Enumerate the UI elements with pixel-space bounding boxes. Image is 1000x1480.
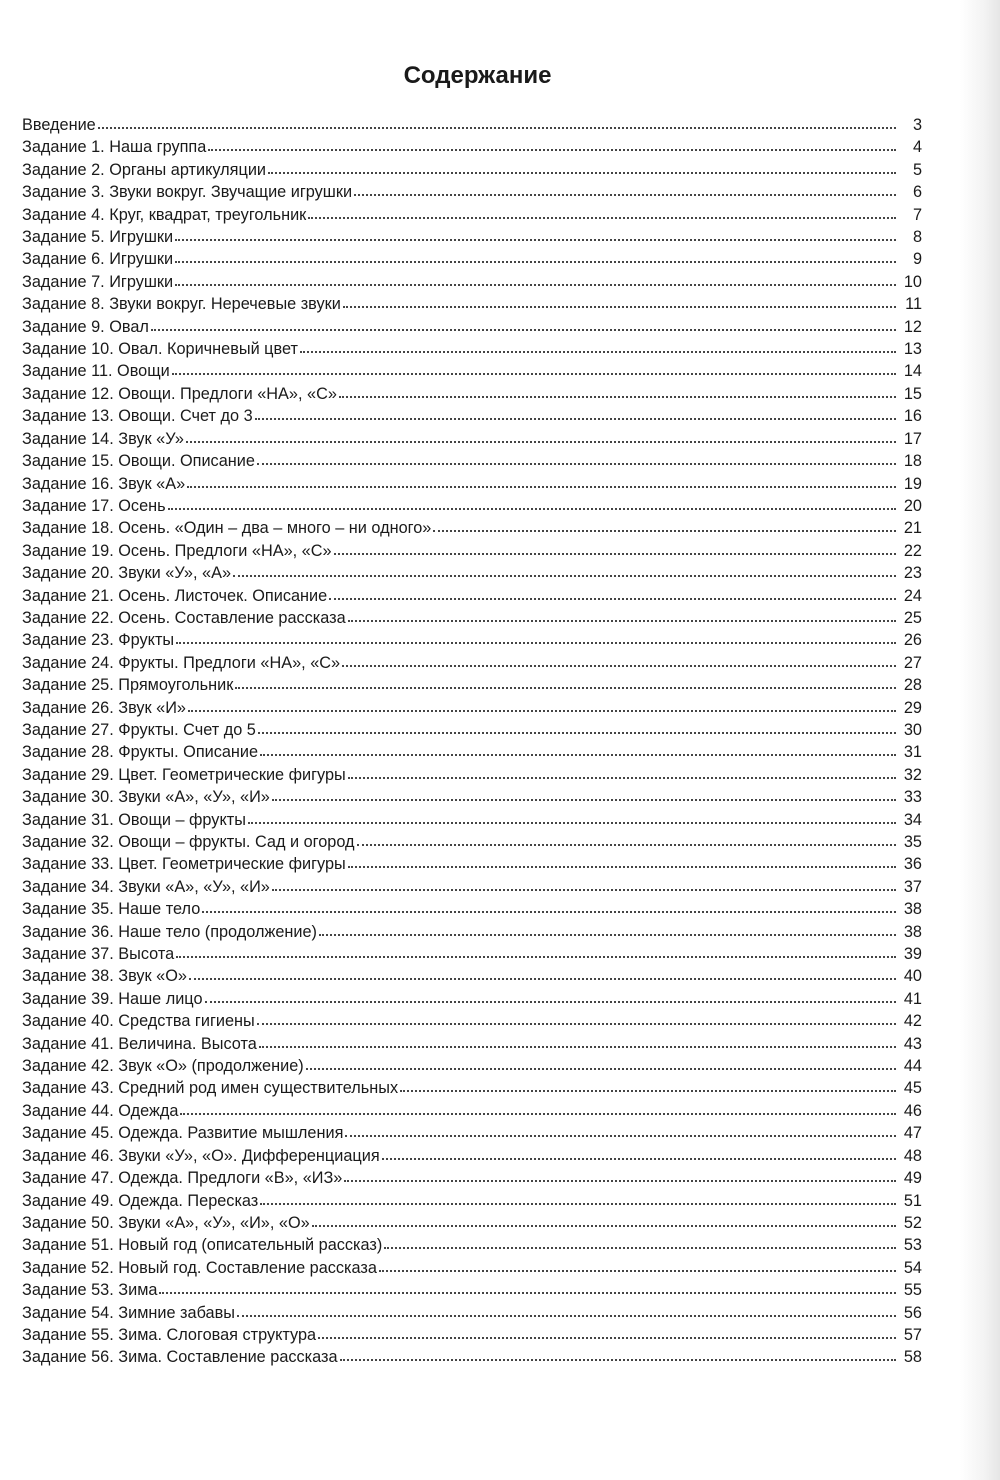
- toc-entry-page: 54: [903, 1258, 922, 1277]
- toc-entry: [22, 898, 922, 920]
- toc-entry-page: 43: [903, 1034, 922, 1053]
- dot-leader: [357, 840, 896, 846]
- toc-entry-title: Задание 29. Цвет. Геометрические фигуры: [22, 765, 346, 784]
- dot-leader: [187, 482, 896, 488]
- toc-entry-title: Задание 36. Наше тело (продолжение): [22, 922, 317, 941]
- toc-entry: [22, 1167, 922, 1189]
- toc-entry-title: Задание 55. Зима. Слоговая структура: [22, 1325, 317, 1344]
- toc-entry-page: 11: [905, 295, 922, 314]
- toc-entry-title: Задание 42. Звук «О» (продолжение): [22, 1057, 304, 1076]
- toc-entry-page: 21: [903, 519, 922, 538]
- dot-leader: [400, 1086, 896, 1092]
- dot-leader: [257, 459, 896, 465]
- toc-entry: [22, 114, 922, 136]
- toc-entry-page: 56: [903, 1303, 922, 1322]
- toc-entry-title: Задание 45. Одежда. Развитие мышления: [22, 1124, 344, 1143]
- dot-leader: [172, 369, 896, 375]
- toc-entry: [22, 988, 922, 1010]
- toc-entry-page: 46: [903, 1101, 922, 1120]
- toc-entry: [22, 786, 922, 808]
- dot-leader: [348, 616, 896, 622]
- toc-entry-title: Задание 30. Звуки «А», «У», «И»: [22, 788, 270, 807]
- dot-leader: [189, 974, 896, 980]
- toc-entry-title: Введение: [22, 116, 96, 134]
- toc-entry: [22, 831, 922, 853]
- dot-leader: [340, 1355, 896, 1361]
- toc-entry: [22, 495, 922, 517]
- toc-entry-page: 37: [903, 877, 922, 896]
- toc-entry: [22, 360, 922, 382]
- toc-entry-page: 18: [903, 452, 922, 471]
- toc-entry-page: 32: [903, 765, 922, 784]
- toc-entry-title: Задание 32. Овощи – фрукты. Сад и огород: [22, 833, 355, 851]
- toc-entry-page: 35: [903, 833, 922, 851]
- toc-entry-page: 49: [903, 1169, 922, 1188]
- toc-entry-page: 16: [903, 407, 922, 426]
- toc-entry-page: 19: [903, 474, 922, 493]
- toc-entry: [22, 1100, 922, 1122]
- dot-leader: [345, 1131, 896, 1137]
- page-edge-shadow: [960, 0, 1000, 1480]
- dot-leader: [208, 145, 896, 151]
- toc-entry: [22, 943, 922, 965]
- toc-entry: [22, 921, 922, 943]
- toc-entry: [22, 652, 922, 674]
- toc-entry-page: 38: [903, 922, 922, 941]
- toc-entry-title: Задание 35. Наше тело: [22, 900, 201, 919]
- toc-entry-page: 39: [903, 945, 922, 964]
- toc-entry: [22, 764, 922, 786]
- toc-entry-page: 12: [903, 317, 922, 336]
- toc-entry: [22, 1077, 922, 1099]
- toc-entry-title: Задание 34. Звуки «А», «У», «И»: [22, 877, 270, 896]
- toc-entry-page: 7: [912, 205, 922, 224]
- toc-entry-title: Задание 11. Овощи: [22, 362, 170, 381]
- toc-entry-page: 52: [903, 1213, 922, 1232]
- dot-leader: [268, 168, 896, 174]
- toc-entry-title: Задание 24. Фрукты. Предлоги «НА», «С»: [22, 653, 341, 672]
- toc-entry-page: 9: [912, 250, 922, 269]
- dot-leader: [255, 414, 896, 420]
- toc-entry: [22, 1010, 922, 1032]
- dot-leader: [205, 997, 896, 1003]
- toc-entry-title: Задание 31. Овощи – фрукты: [22, 810, 246, 829]
- toc-entry-title: Задание 22. Осень. Составление рассказа: [22, 608, 346, 627]
- dot-leader: [348, 773, 896, 779]
- toc-entry-page: 47: [903, 1124, 922, 1143]
- toc-entry: [22, 853, 922, 875]
- toc-entry-page: 5: [912, 160, 922, 179]
- toc-entry-title: Задание 56. Зима. Составление рассказа: [22, 1348, 338, 1367]
- toc-entry-page: 57: [903, 1325, 922, 1344]
- toc-entry-title: Задание 43. Средний род имен существительных: [22, 1079, 399, 1098]
- toc-entry: [22, 248, 922, 270]
- toc-entry-page: 27: [903, 653, 922, 672]
- toc-entry-title: Задание 39. Наше лицо: [22, 989, 203, 1008]
- toc-entry-page: 15: [903, 384, 922, 403]
- toc-entry-page: 55: [903, 1281, 922, 1300]
- toc-entry: [22, 1055, 922, 1077]
- toc-entry-title: Задание 19. Осень. Предлоги «НА», «С»: [22, 541, 332, 560]
- table-of-contents: [22, 114, 922, 1369]
- dot-leader: [186, 437, 896, 443]
- toc-entry-title: Задание 10. Овал. Коричневый цвет: [22, 340, 298, 359]
- dot-leader: [344, 1176, 896, 1182]
- toc-entry-title: Задание 23. Фрукты: [22, 631, 175, 650]
- toc-entry: [22, 562, 922, 584]
- toc-entry-page: 22: [903, 541, 922, 560]
- toc-entry: [22, 293, 922, 315]
- dot-leader: [260, 1199, 896, 1205]
- dot-leader: [342, 661, 896, 667]
- toc-entry: [22, 697, 922, 719]
- toc-entry: [22, 159, 922, 181]
- toc-entry-page: 8: [912, 228, 922, 247]
- dot-leader: [175, 235, 896, 241]
- toc-entry-page: 26: [903, 631, 922, 650]
- toc-entry-page: 6: [912, 183, 922, 202]
- toc-entry: [22, 1234, 922, 1256]
- dot-leader: [159, 1288, 896, 1294]
- toc-entry-title: Задание 7. Игрушки: [22, 272, 174, 291]
- dot-leader: [176, 952, 896, 958]
- toc-entry-page: 41: [903, 989, 922, 1008]
- dot-leader: [98, 123, 896, 129]
- toc-entry-page: 4: [912, 138, 922, 157]
- dot-leader: [308, 213, 896, 219]
- toc-entry-title: Задание 27. Фрукты. Счет до 5: [22, 720, 256, 739]
- toc-entry-title: Задание 8. Звуки вокруг. Неречевые звуки: [22, 295, 341, 314]
- dot-leader: [382, 1154, 896, 1160]
- toc-entry-page: 10: [903, 272, 922, 291]
- dot-leader: [248, 818, 896, 824]
- toc-entry-title: Задание 3. Звуки вокруг. Звучащие игрушки: [22, 183, 353, 202]
- toc-entry-title: Задание 47. Одежда. Предлоги «В», «ИЗ»: [22, 1169, 343, 1188]
- dot-leader: [176, 638, 896, 644]
- toc-entry-page: 20: [903, 496, 922, 515]
- dot-leader: [202, 907, 896, 913]
- toc-entry: [22, 1346, 922, 1368]
- toc-entry: [22, 540, 922, 562]
- dot-leader: [379, 1266, 896, 1272]
- toc-entry-page: 31: [903, 743, 922, 762]
- toc-entry-title: Задание 18. Осень. «Один – два – много – ни одного»: [22, 519, 432, 538]
- toc-entry-page: 40: [903, 967, 922, 986]
- toc-entry-page: 38: [903, 900, 922, 919]
- toc-entry-title: Задание 9. Овал: [22, 317, 149, 336]
- dot-leader: [233, 571, 896, 577]
- toc-entry-page: 36: [903, 855, 922, 874]
- dot-leader: [384, 1243, 896, 1249]
- dot-leader: [175, 280, 896, 286]
- toc-entry-page: 58: [903, 1348, 922, 1367]
- toc-entry-title: Задание 50. Звуки «А», «У», «И», «О»: [22, 1213, 310, 1232]
- toc-entry-page: 29: [903, 698, 922, 717]
- dot-leader: [343, 302, 896, 308]
- toc-entry-title: Задание 20. Звуки «У», «А»: [22, 564, 232, 583]
- toc-entry: [22, 809, 922, 831]
- dot-leader: [354, 190, 896, 196]
- toc-entry: [22, 226, 922, 248]
- dot-leader: [259, 1042, 896, 1048]
- toc-entry-page: 33: [903, 788, 922, 807]
- toc-entry-page: 17: [903, 429, 922, 448]
- dot-leader: [188, 706, 896, 712]
- dot-leader: [257, 1019, 896, 1025]
- toc-entry-page: 34: [903, 810, 922, 829]
- toc-entry: [22, 428, 922, 450]
- toc-entry-title: Задание 1. Наша группа: [22, 138, 207, 157]
- dot-leader: [168, 504, 896, 510]
- toc-entry-title: Задание 13. Овощи. Счет до 3: [22, 407, 253, 426]
- toc-entry: [22, 1302, 922, 1324]
- toc-entry-title: Задание 28. Фрукты. Описание: [22, 743, 259, 762]
- dot-leader: [180, 1109, 896, 1115]
- dot-leader: [306, 1064, 896, 1070]
- dot-leader: [318, 1333, 896, 1339]
- dot-leader: [175, 257, 896, 263]
- toc-entry-title: Задание 38. Звук «О»: [22, 967, 187, 986]
- toc-entry-title: Задание 4. Круг, квадрат, треугольник: [22, 205, 307, 224]
- toc-entry: [22, 1033, 922, 1055]
- toc-entry: [22, 181, 922, 203]
- toc-entry: [22, 876, 922, 898]
- toc-entry-title: Задание 52. Новый год. Составление рассказа: [22, 1258, 377, 1277]
- dot-leader: [272, 795, 896, 801]
- toc-entry: [22, 1145, 922, 1167]
- toc-entry-page: 45: [903, 1079, 922, 1098]
- toc-entry-page: 14: [903, 362, 922, 381]
- toc-entry-page: 3: [912, 116, 922, 134]
- dot-leader: [235, 683, 896, 689]
- toc-entry: [22, 316, 922, 338]
- toc-entry-page: 25: [903, 608, 922, 627]
- toc-entry: [22, 136, 922, 158]
- toc-entry-title: Задание 33. Цвет. Геометрические фигуры: [22, 855, 346, 874]
- toc-entry: [22, 450, 922, 472]
- toc-entry-title: Задание 37. Высота: [22, 945, 175, 964]
- toc-entry-title: Задание 54. Зимние забавы: [22, 1303, 235, 1322]
- toc-entry: [22, 629, 922, 651]
- toc-entry-page: 24: [903, 586, 922, 605]
- toc-entry: [22, 719, 922, 741]
- dot-leader: [339, 392, 896, 398]
- dot-leader: [348, 862, 896, 868]
- page-title: Содержание: [403, 62, 552, 89]
- toc-entry: [22, 517, 922, 539]
- dot-leader: [329, 594, 896, 600]
- toc-entry-title: Задание 5. Игрушки: [22, 228, 174, 247]
- dot-leader: [260, 750, 896, 756]
- toc-entry-title: Задание 17. Осень: [22, 496, 166, 515]
- toc-entry: [22, 1279, 922, 1301]
- toc-entry: [22, 1212, 922, 1234]
- dot-leader: [312, 1221, 896, 1227]
- toc-entry-title: Задание 25. Прямоугольник: [22, 676, 234, 695]
- dot-leader: [319, 930, 896, 936]
- toc-entry: [22, 1190, 922, 1212]
- toc-entry-title: Задание 16. Звук «А»: [22, 474, 186, 493]
- toc-entry-page: 42: [903, 1012, 922, 1031]
- toc-entry: [22, 405, 922, 427]
- toc-entry-title: Задание 40. Средства гигиены: [22, 1012, 255, 1031]
- toc-entry-title: Задание 26. Звук «И»: [22, 698, 186, 717]
- toc-entry-page: 53: [903, 1236, 922, 1255]
- toc-entry: [22, 473, 922, 495]
- toc-entry: [22, 607, 922, 629]
- toc-entry-page: 23: [903, 564, 922, 583]
- dot-leader: [272, 885, 896, 891]
- toc-entry: [22, 1122, 922, 1144]
- dot-leader: [237, 1311, 896, 1317]
- toc-entry: [22, 383, 922, 405]
- toc-entry: [22, 965, 922, 987]
- toc-entry-title: Задание 15. Овощи. Описание: [22, 452, 255, 471]
- toc-entry: [22, 585, 922, 607]
- toc-entry-title: Задание 46. Звуки «У», «О». Дифференциация: [22, 1146, 380, 1165]
- toc-entry: [22, 741, 922, 763]
- dot-leader: [300, 347, 896, 353]
- toc-entry-title: Задание 51. Новый год (описательный рассказ): [22, 1236, 383, 1255]
- toc-entry: [22, 1324, 922, 1346]
- dot-leader: [151, 325, 896, 331]
- toc-entry-page: 28: [903, 676, 922, 695]
- dot-leader: [258, 728, 896, 734]
- toc-entry-title: Задание 2. Органы артикуляции: [22, 160, 267, 179]
- toc-entry: [22, 674, 922, 696]
- toc-entry-title: Задание 49. Одежда. Пересказ: [22, 1191, 259, 1210]
- toc-entry-title: Задание 41. Величина. Высота: [22, 1034, 257, 1053]
- toc-entry: [22, 338, 922, 360]
- toc-entry-title: Задание 53. Зима: [22, 1281, 158, 1300]
- toc-entry: [22, 204, 922, 226]
- toc-entry: [22, 1257, 922, 1279]
- dot-leader: [334, 549, 896, 555]
- toc-entry-page: 44: [903, 1057, 922, 1076]
- toc-entry-page: 51: [903, 1191, 922, 1210]
- toc-entry-page: 30: [903, 720, 922, 739]
- toc-entry: [22, 271, 922, 293]
- toc-entry-page: 48: [903, 1146, 922, 1165]
- dot-leader: [433, 526, 896, 532]
- toc-entry-title: Задание 12. Овощи. Предлоги «НА», «С»: [22, 384, 337, 403]
- toc-entry-title: Задание 14. Звук «У»: [22, 429, 184, 448]
- toc-entry-title: Задание 21. Осень. Листочек. Описание: [22, 586, 328, 605]
- toc-entry-page: 13: [903, 340, 922, 359]
- toc-entry-title: Задание 44. Одежда: [22, 1101, 179, 1120]
- toc-entry-title: Задание 6. Игрушки: [22, 250, 174, 269]
